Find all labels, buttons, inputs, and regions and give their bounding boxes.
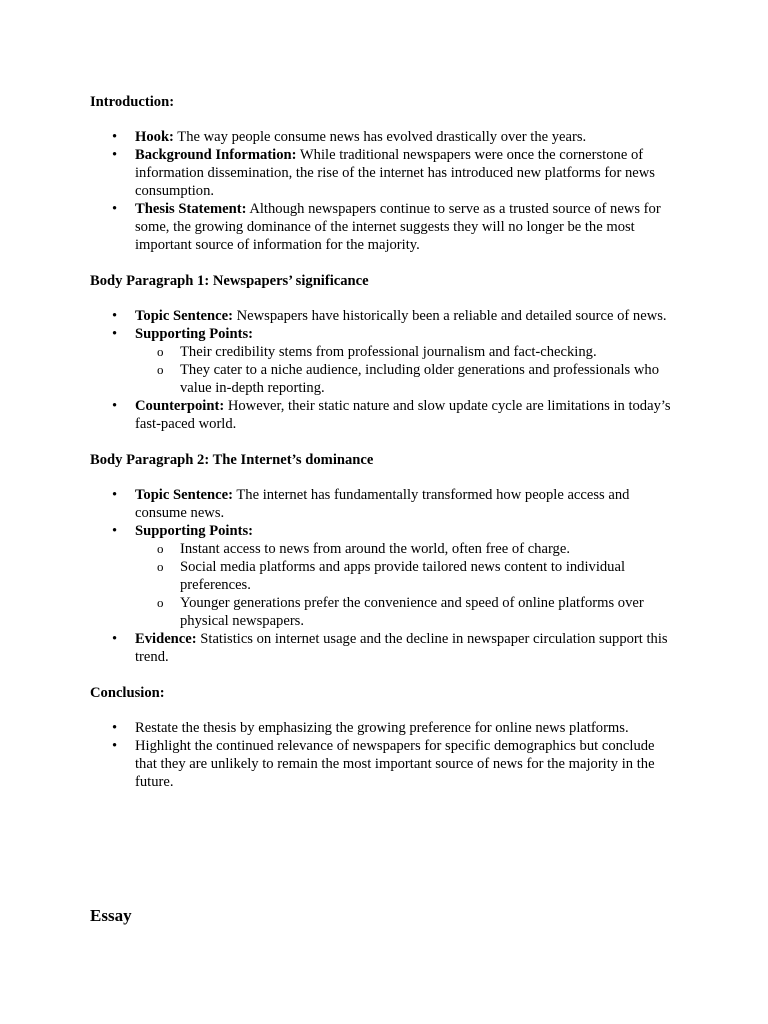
list-item <box>90 128 680 146</box>
item-text: Restate the thesis by emphasizing the growing preference for online news platforms. <box>135 720 629 736</box>
sub-bullet-icon: o <box>157 344 164 359</box>
item-lead: Topic Sentence: <box>135 308 233 324</box>
item-lead: Counterpoint: <box>135 398 225 414</box>
item-lead: Supporting Points: <box>135 523 253 539</box>
list-item <box>90 307 680 325</box>
item-lead: Evidence: <box>135 631 197 647</box>
sub-item-text: Younger generations prefer the convenience and speed of online platforms over physical newspapers. <box>180 595 644 629</box>
bullet-icon: • <box>112 308 118 324</box>
body1-heading: Body Paragraph 1: Newspapers’ significance <box>90 273 369 289</box>
item-lead: Supporting Points: <box>135 326 253 342</box>
sub-list-item <box>135 361 680 397</box>
body2-list <box>90 486 680 666</box>
bullet-icon: • <box>112 129 118 145</box>
item-text: Highlight the continued relevance of newspapers for specific demographics but conclude that they are unlikely to remain the most important source of news for the majority in the future. <box>135 738 655 790</box>
bullet-icon: • <box>112 720 118 736</box>
item-text: The way people consume news has evolved drastically over the years. <box>173 129 587 145</box>
conclusion-heading: Conclusion: <box>90 685 165 701</box>
sub-item-text: Social media platforms and apps provide tailored news content to individual preferences. <box>180 559 626 593</box>
list-item <box>90 522 680 630</box>
sub-item-text: They cater to a niche audience, including older generations and professionals who value in-depth reporting. <box>180 362 659 396</box>
introduction-list <box>90 128 680 254</box>
list-item <box>90 200 680 254</box>
sub-list-item <box>135 558 680 594</box>
introduction-heading: Introduction: <box>90 94 175 110</box>
sub-list-item <box>135 540 680 558</box>
bullet-icon: • <box>112 201 118 217</box>
list-item <box>90 630 680 666</box>
list-item <box>90 325 680 397</box>
bullet-icon: • <box>112 631 118 647</box>
conclusion-list <box>90 719 680 791</box>
item-text: The internet has fundamentally transformed how people access and consume news. <box>135 487 630 521</box>
sub-bullet-icon: o <box>157 595 164 610</box>
bullet-icon: • <box>112 326 118 342</box>
body1-list <box>90 307 680 433</box>
item-lead: Background Information: <box>135 147 297 163</box>
item-lead: Topic Sentence: <box>135 487 233 503</box>
bullet-icon: • <box>112 738 118 754</box>
item-text: While traditional newspapers were once the cornerstone of information dissemination, the rise of the internet has introduced new platforms for news consumption. <box>135 147 655 199</box>
sub-list-item <box>135 594 680 630</box>
item-lead: Thesis Statement: <box>135 201 247 217</box>
item-text: However, their static nature and slow update cycle are limitations in today’s fast-paced world. <box>135 398 671 432</box>
list-item <box>90 737 680 791</box>
sub-bullet-icon: o <box>157 541 164 556</box>
list-item <box>90 486 680 522</box>
item-text: Newspapers have historically been a reliable and detailed source of news. <box>232 308 667 324</box>
sub-item-text: Their credibility stems from professional journalism and fact-checking. <box>180 344 597 360</box>
list-item <box>90 719 680 737</box>
item-text: Statistics on internet usage and the decline in newspaper circulation support this trend. <box>135 631 668 665</box>
bullet-icon: • <box>112 487 118 503</box>
outline-document <box>90 93 680 809</box>
bullet-icon: • <box>112 398 118 414</box>
bullet-icon: • <box>112 147 118 163</box>
sub-list-item <box>135 343 680 361</box>
item-lead: Hook: <box>135 129 174 145</box>
bullet-icon: • <box>112 523 118 539</box>
sub-bullet-icon: o <box>157 362 164 377</box>
body2-heading: Body Paragraph 2: The Internet’s dominance <box>90 452 374 468</box>
sub-list <box>135 540 680 630</box>
essay-heading: Essay <box>90 906 132 925</box>
list-item <box>90 146 680 200</box>
sub-list <box>135 343 680 397</box>
sub-bullet-icon: o <box>157 559 164 574</box>
item-text: Although newspapers continue to serve as a trusted source of news for some, the growing dominance of the internet suggests they will no longer be the most important source of information for the majority. <box>135 201 661 253</box>
list-item <box>90 397 680 433</box>
sub-item-text: Instant access to news from around the world, often free of charge. <box>180 541 570 557</box>
